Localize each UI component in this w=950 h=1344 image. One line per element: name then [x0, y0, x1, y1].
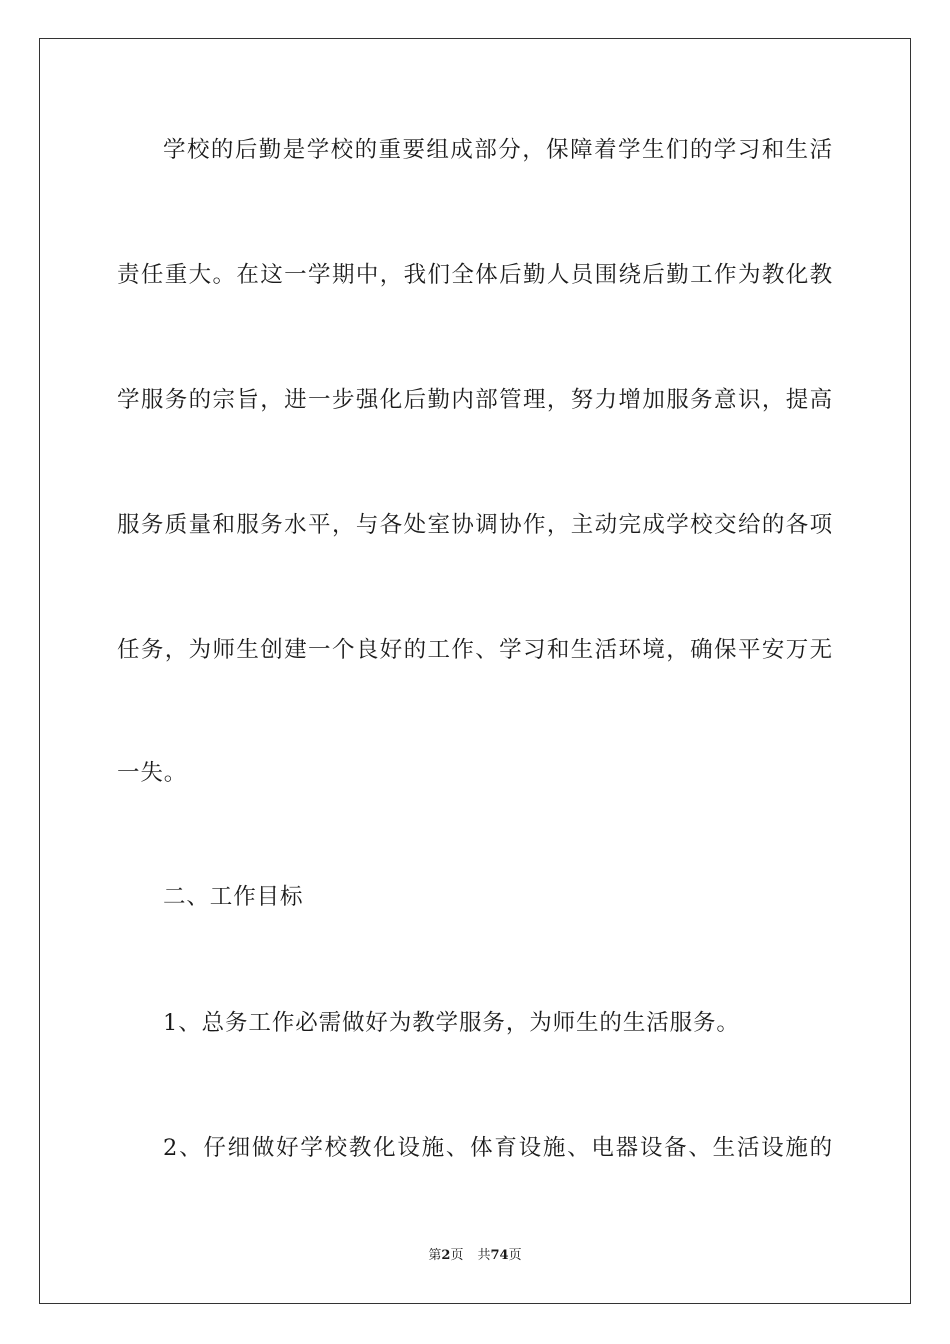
paragraph-line: 服务质量和服务水平，与各处室协调协作，主动完成学校交给的各项 [117, 512, 833, 538]
page-suffix: 页 [450, 1248, 464, 1263]
paragraph-line: 一失。 [117, 760, 188, 786]
page-border [39, 38, 911, 1304]
page-number: 2 [441, 1248, 451, 1263]
list-item: 1、总务工作必需做好为教学服务，为师生的生活服务。 [163, 1010, 740, 1036]
page-footer [0, 1247, 950, 1265]
page-prefix: 第 [428, 1248, 442, 1263]
section-heading: 二、工作目标 [163, 884, 304, 910]
paragraph-line: 责任重大。在这一学期中，我们全体后勤人员围绕后勤工作为教化教 [117, 262, 833, 288]
list-item: 2、仔细做好学校教化设施、体育设施、电器设备、生活设施的 [163, 1135, 833, 1161]
paragraph-line: 任务，为师生创建一个良好的工作、学习和生活环境，确保平安万无 [117, 637, 833, 663]
paragraph-line: 学服务的宗旨，进一步强化后勤内部管理，努力增加服务意识，提高 [117, 387, 833, 413]
total-prefix: 共 [477, 1248, 491, 1263]
paragraph-line: 学校的后勤是学校的重要组成部分，保障着学生们的学习和生活 [163, 137, 833, 163]
total-suffix: 页 [508, 1248, 522, 1263]
total-pages: 74 [490, 1248, 509, 1263]
